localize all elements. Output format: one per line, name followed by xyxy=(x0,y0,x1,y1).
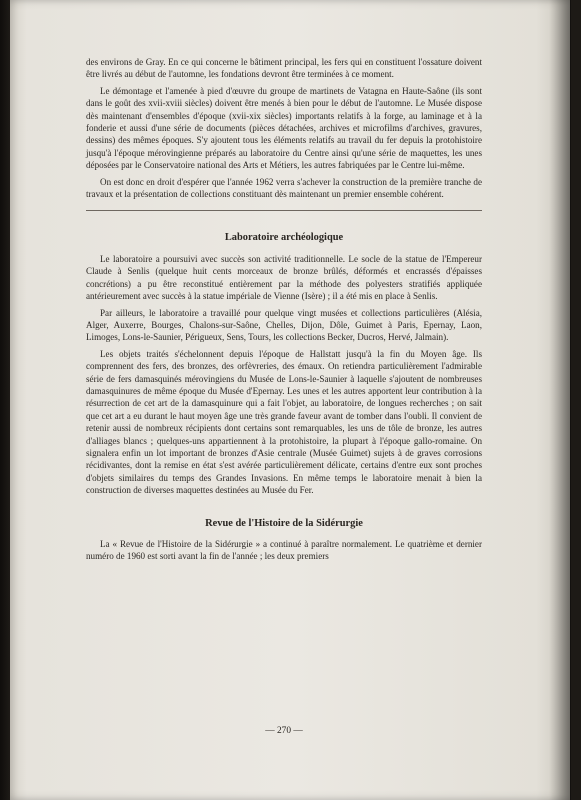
page-edge-shadow xyxy=(549,0,571,800)
paragraph-1962: On est donc en droit d'espérer que l'année 1962 verra s'achever la construction de la première tranche de travaux et la présentation de collections constituant dès maintenant un premier ensemble cohérent. xyxy=(86,176,482,200)
heading-revue: Revue de l'Histoire de la Sidérurgie xyxy=(205,517,363,529)
heading-laboratoire: Laboratoire archéologique xyxy=(224,232,344,244)
paragraph-martinets: Le démontage et l'amenée à pied d'œuvre du groupe de martinets de Vatagna en Haute-Saône (ils sont dans le goût des xvii-xviii siècles) doivent être menés à bien pour le début de l'automne. Le Musée dispose dès maintenant d'ensembles d'époque (xvii-xix siècles) importants relatifs à la forge, au laminage et à la fonderie et aussi d'une série de documents (pièces détachées, archives et microfilms d'archives, gravures, dessins) des mêmes époques. S'y ajoutent tous les éléments relatifs au travail du fer depuis la protohistoire jusqu'à l'époque mérovingienne préparés au laboratoire du Centre ainsi qu'une série de maquettes, les unes déposées par le Conservatoire national des Arts et Métiers, les autres fabriquées par le Centre lui-même. xyxy=(86,85,482,171)
paragraph-lab-2: Par ailleurs, le laboratoire a travaillé pour quelque vingt musées et collections particulières (Alésia, Alger, Auxerre, Bourges, Chalons-sur-Saône, Chelles, Dijon, Dôle, Guimet à Paris, Epernay, Laon, Limoges, Lons-le-Saunier, Périgueux, Sens, Tours, les collections Becker, Ducros, Hervé, Jalmain). xyxy=(86,307,482,343)
paragraph-continued: des environs de Gray. En ce qui concerne le bâtiment principal, les fers qui en constituent l'ossature doivent être livrés au début de l'automne, les fondations devront être terminées à ce moment. xyxy=(86,57,482,80)
paragraph-lab-3: Les objets traités s'échelonnent depuis l'époque de Hallstatt jusqu'à la fin du Moyen âge. Ils comprennent des fers, des bronzes, des orfèvreries, des émaux. On retiendra particulièrement l'admirable série de fers damasquinés mérovingiens du Musée de Lons-le-Saunier à laquelle s'ajoutent de nombreuses damasquinures de même époque du Musée d'Epernay. Les unes et les autres apportent leur contribution à la résurrection de cet art de la damasquinure qui a fait l'objet, au laboratoire, de longues recherches ; on sait que cet art a eu durant le haut moyen âge une très grande faveur avant de tomber dans l'oubli. Il convient de retenir aussi de nombreux récipients dont certains sont remarquables, les uns de tôle de bronze, les autres d'alliages blancs ; quelques-uns appartiennent à la protohistoire, la plupart à l'époque gallo-romaine. On signalera enfin un lot important de bronzes d'Asie centrale (Musée Guimet) sujets à de graves corrosions récidivantes, dont la remise en état s'est avérée particulièrement délicate, certains d'entre eux sont proches d'objets similaires du temps des Grandes Invasions. En même temps le laboratoire menait à bien la construction de diverses maquettes destinées au Musée du Fer. xyxy=(86,348,482,496)
section-divider xyxy=(86,210,482,211)
paragraph-lab-1: Le laboratoire a poursuivi avec succès son activité traditionnelle. Le socle de la statue de l'Empereur Claude à Senlis (quelque huit cents morceaux de bronze brûlés, déformés et encrassés d'épaisses concrétions) a pu être reconstitué entièrement par la méthode des polyesters stratifiés appliquée antérieurement avec succès à la statue impériale de Vienne (Isère) ; il a été mis en place à Senlis. xyxy=(86,253,482,302)
page-number: — 270 — xyxy=(265,726,303,736)
paragraph-revue-1: La « Revue de l'Histoire de la Sidérurgie » a continué à paraître normalement. Le quatrième et dernier numéro de 1960 est sorti avant la fin de l'année ; les deux premiers xyxy=(86,539,482,562)
page-body xyxy=(86,56,482,567)
